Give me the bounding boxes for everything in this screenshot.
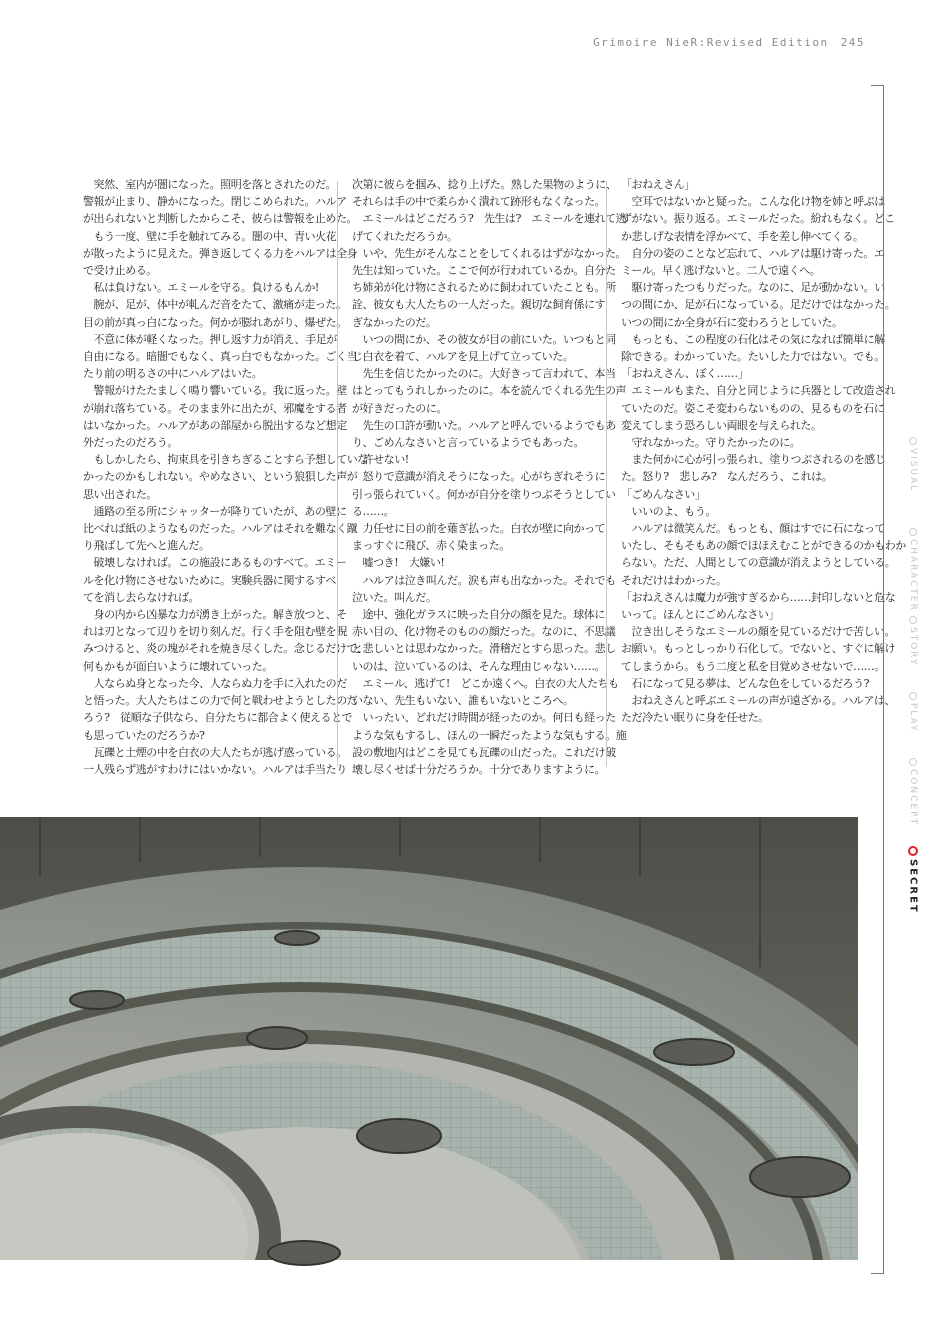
section-label: SECRET [907, 859, 919, 914]
text-line: 破壊しなければ。この施設にあるものすべて。エミー [83, 556, 347, 570]
text-line: つの間にか、足が石になっている。足だけではなかった。 [621, 298, 896, 312]
text-line: それだけはわかった。 [621, 573, 727, 587]
text-line: お願い。もっとしっかり石化して。でないと、すぐに解け [621, 642, 896, 656]
text-line: 瓦礫と土煙の中を白衣の大人たちが逃げ惑っている。 [83, 745, 347, 759]
text-line: みつけると、炎の塊がそれを焼き尽くした。念じるだけで、 [83, 642, 368, 656]
text-line: 何もかもが面白いように壊れていった。 [83, 659, 273, 673]
section-marker-icon [909, 692, 917, 700]
text-line: 次第に彼らを掴み、捻り上げた。熟した果物のように、 [352, 178, 617, 191]
text-line: 引っ張られていく。何かが自分を塗りつぶそうとしてい [352, 487, 616, 501]
text-line: 不意に体が軽くなった。押し返す力が消え、手足が [83, 332, 337, 346]
text-line: 守れなかった。守りたかったのに。 [621, 436, 801, 450]
text-line: れは刃となって辺りを切り刻んだ。行く手を阻む壁を睨 [83, 625, 347, 639]
text-line: 自由になる。暗闇でもなく、真っ白でもなかった。ごく当 [83, 350, 358, 364]
text-line: 駆け寄ったつもりだった。なのに、足が動かない。い [621, 281, 885, 295]
column-divider [606, 181, 607, 767]
text-line: 「おねえさん」 [621, 178, 695, 191]
text-line: 外だったのだろう。 [83, 436, 178, 450]
text-line: まっすぐに飛び、赤く染まった。 [352, 539, 510, 553]
text-line: が好きだったのに。 [352, 401, 447, 415]
text-line: 嘘つき! 大嫌い! [352, 556, 445, 570]
text-line: いいのよ、もう。 [621, 504, 716, 518]
section-label: CONCEPT [908, 769, 918, 826]
text-line: と悟った。大人たちはこの力で何と戦わせようとしたのだ [83, 694, 358, 708]
text-line: り飛ばして先へと進んだ。 [83, 539, 210, 553]
text-line: 力任せに目の前を薙ぎ払った。白衣が壁に向かって [352, 522, 606, 536]
column-divider [337, 181, 338, 767]
text-line: 警報がけたたましく鳴り響いている。我に返った。壁 [83, 384, 347, 398]
text-line: 通路の至る所にシャッターが降りていたが、あの壁に [83, 504, 347, 518]
text-line: ミール。早く逃げないと。二人で遠くへ。 [621, 264, 821, 278]
text-line: じ白衣を着て、ハルアを見上げて立っていた。 [352, 350, 574, 364]
text-line: いつの間にか全身が石に変わろうとしていた。 [621, 315, 843, 329]
text-line: り、ごめんなさいと言っているようでもあった。 [352, 436, 584, 450]
text-line: てを消し去らなければ。 [83, 590, 200, 604]
section-marker-icon [909, 616, 917, 624]
section-label: VISUAL [908, 448, 918, 493]
text-line: たり前の明るさの中にハルアはいた。 [83, 367, 263, 381]
text-line: 突然、室内が闇になった。照明を落とされたのだ。 [83, 178, 337, 191]
text-line: もしかしたら、拘束具を引きちぎることすら予想していな [83, 453, 368, 467]
text-line: か悲しげな表情を浮かべて、手を差し伸べてくる。 [621, 229, 864, 243]
text-line: 目の前が真っ白になった。何かが膨れあがり、爆ぜた。 [83, 315, 347, 329]
text-line: 詮、彼女も大人たちの一人だった。親切な飼育係にす [352, 298, 606, 312]
text-line: る……。 [352, 504, 395, 518]
text-column-2 [352, 176, 627, 778]
text-line: 除できる。わかっていた。たいした力ではない。でも。 [621, 350, 885, 364]
text-line: が崩れ落ちている。そのまま外に出たが、邪魔をする者 [83, 401, 347, 415]
text-line: ハルアは泣き叫んだ。涙も声も出なかった。それでも [352, 573, 616, 587]
text-line: ような気もするし、ほんの一瞬だったような気もする。施 [352, 728, 627, 742]
text-line: ずがない。振り返る。エミールだった。紛れもなく。どこ [621, 212, 895, 226]
text-line: 許せない! [352, 453, 409, 467]
text-line: いつの間にか、その彼女が目の前にいた。いつもと同 [352, 332, 616, 346]
text-line: 変えてしまう恐ろしい両眼を与えられた。 [621, 418, 822, 432]
text-line: 赤い目の、化け物そのものの顔だった。なのに、不思議 [352, 625, 616, 639]
text-line: ていたのだ。姿こそ変わらないものの、見るものを石に [621, 401, 885, 415]
text-line: 空耳ではないかと疑った。こんな化け物を姉と呼ぶは [621, 195, 885, 209]
text-line: 先生の口許が動いた。ハルアと呼んでいるようでもあ [352, 418, 616, 432]
text-line: ち姉弟が化け物にされるために飼われていたことも。所 [352, 281, 616, 295]
game-screenshot-circular-room [0, 817, 858, 1260]
text-line: それらは手の中で柔らかく潰れて跡形もなくなった。 [352, 195, 606, 209]
text-line: いって。ほんとにごめんなさい」 [621, 608, 780, 622]
text-line: エミール、逃げて! どこか遠くへ。白衣の大人たちも [352, 676, 619, 690]
text-line: 設の敷地内はどこを見ても瓦礫の山だった。これだけ破 [352, 745, 616, 759]
section-label: CHARACTER [908, 539, 918, 612]
text-line: 身の内から凶暴な力が湧き上がった。解き放つと、そ [83, 608, 347, 622]
section-marker-icon [909, 758, 917, 766]
text-line: いない、先生もいない、誰もいないところへ。 [352, 694, 574, 708]
text-line: らない。ただ、人間としての意識が消えようとしている。 [621, 556, 896, 570]
text-line: 壊し尽くせば十分だろうか。十分でありますように。 [352, 762, 606, 776]
text-line: た。怒り? 悲しみ? なんだろう、これは。 [621, 470, 833, 484]
text-line: もっとも、この程度の石化はその気になれば簡単に解 [621, 332, 885, 346]
text-line: ぎなかったのだ。 [352, 315, 437, 329]
text-line: いや、先生がそんなことをしてくれるはずがなかった。 [352, 246, 627, 260]
section-tab-secret [903, 846, 923, 976]
text-line: 先生を信じたかったのに。大好きって言われて、本当 [352, 367, 616, 381]
text-line: で受け止める。 [83, 264, 157, 278]
page-number: 245 [840, 36, 865, 49]
text-column-3 [621, 176, 906, 727]
text-line: ただ冷たい眠りに身を任せた。 [621, 711, 769, 725]
text-line: 「おねえさんは魔力が強すぎるから……封印しないと危な [621, 590, 896, 604]
text-line: げてくれただろうか。 [352, 229, 458, 243]
text-line: 石になって見る夢は、どんな色をしているだろう? [621, 676, 870, 690]
text-line: 警報が止まり、静かになった。閉じこめられた。ハルア [83, 195, 347, 209]
section-bracket [871, 85, 884, 1274]
text-line: 一人残らず逃がすわけにはいかない。ハルアは手当たり [83, 762, 347, 776]
text-line: と悲しいとは思わなかった。滑稽だとすら思った。悲し [352, 642, 616, 656]
text-line: 比べれば紙のようなものだった。ハルアはそれを難なく蹴 [83, 522, 358, 536]
section-marker-icon [909, 528, 917, 536]
text-line: 腕が、足が、体中が軋んだ音をたて、激痛が走った。 [83, 298, 347, 312]
text-line: ルを化け物にさせないために。実験兵器に関するすべ [83, 573, 336, 587]
section-label: PLAY [908, 703, 918, 733]
section-marker-icon [908, 846, 918, 856]
text-line: いたし、そもそもあの顔でほほえむことができるのかもわか [621, 539, 906, 553]
text-line: エミールはどこだろう? 先生は? エミールを連れて逃 [352, 212, 627, 226]
text-line: 私は負けない。エミールを守る。負けるもんか! [83, 281, 319, 295]
text-line: 途中、強化ガラスに映った自分の顔を見た。球体に [352, 608, 605, 622]
text-line: はとってもうれしかったのに。本を読んでくれる先生の声 [352, 384, 627, 398]
text-line: いったい、どれだけ時間が経ったのか。何日も経った [352, 711, 616, 725]
text-line: いのは、泣いているのは、そんな理由じゃない……。 [352, 659, 606, 673]
text-line: おねえさんと呼ぶエミールの声が遠ざかる。ハルアは、 [621, 694, 896, 708]
book-title: Grimoire NieR:Revised Edition [593, 36, 829, 49]
text-line: 「ごめんなさい」 [621, 487, 706, 501]
text-line: 自分の姿のことなど忘れて、ハルアは駆け寄った。エ [621, 246, 885, 260]
text-line: 人ならぬ身となった今、人ならぬ力を手に入れたのだ [83, 676, 347, 690]
text-line: 思い出された。 [83, 487, 157, 501]
text-line: てしまうから。もう二度と私を目覚めさせないで……。 [621, 659, 885, 673]
text-column-1 [83, 176, 368, 778]
text-line: もう一度、壁に手を触れてみる。闇の中、青い火花 [83, 229, 337, 243]
section-marker-icon [909, 437, 917, 445]
text-line: も思っていたのだろうか? [83, 728, 205, 742]
text-line: が出られないと判断したからこそ、彼らは警報を止めた。 [83, 212, 358, 226]
text-line: 怒りで意識が消えそうになった。心がちぎれそうに [352, 470, 606, 484]
text-line: エミールもまた、自分と同じように兵器として改造され [621, 384, 896, 398]
text-line: 泣いた。叫んだ。 [352, 590, 437, 604]
section-label: STORY [908, 627, 918, 667]
text-line: が散ったように見えた。弾き返してくる力をハルアは全身 [83, 246, 358, 260]
text-line: かったのかもしれない。やめなさい、という狼狽した声が [83, 470, 358, 484]
text-line: 「おねえさん、ぼく……」 [621, 367, 749, 381]
text-line: ハルアは微笑んだ。もっとも、顔はすでに石になって [621, 522, 886, 536]
text-line: 先生は知っていた。ここで何が行われているか。自分た [352, 264, 616, 278]
running-header [560, 36, 865, 49]
text-line: ろう? 従順な子供なら、自分たちに都合よく使えるとで [83, 711, 353, 725]
text-line: 泣き出しそうなエミールの顔を見ているだけで苦しい。 [621, 625, 896, 639]
text-line: また何かに心が引っ張られ、塗りつぶされるのを感じ [621, 453, 886, 467]
text-line: はいなかった。ハルアがあの部屋から脱出するなど想定 [83, 418, 347, 432]
